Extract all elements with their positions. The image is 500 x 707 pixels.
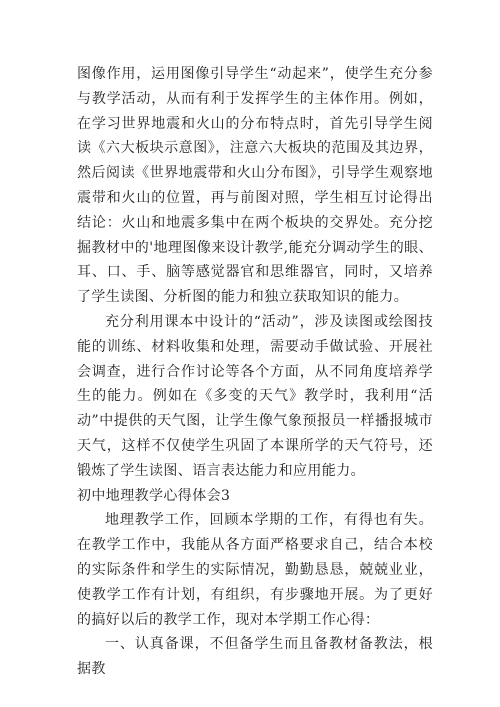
document-page xyxy=(77,62,433,682)
body-paragraph-3: 地理教学工作，回顾本学期的工作，有得也有失。在教学工作中，我能从各方面严格要求自己，结合本校的实际条件和学生的实际情况，勤勤恳恳，兢兢业业，使教学工作有计划，有组织，有步骤地开展。为了更好的搞好以后的教学工作，现对本学期工作心得： xyxy=(77,512,433,628)
section-heading: 初中地理教学心得体会3 xyxy=(77,487,231,504)
body-paragraph-2: 充分利用课本中设计的“活动”，涉及读图或绘图技能的训练、材料收集和处理，需要动手做试验、开展社会调查，进行合作讨论等各个方面，从不同角度培养学生的能力。例如在《多变的天气》教学时，我利用“活动”中提供的天气图，让学生像气象预报员一样播报城市天气，这样不仅使学生巩固了本课所学的天气符号，还锻炼了学生读图、语言表达能力和应用能力。 xyxy=(77,313,433,479)
body-paragraph-4: 一、认真备课，不但备学生而且备教材备教法，根据教 xyxy=(77,636,433,678)
body-paragraph-1: 图像作用，运用图像引导学生“动起来”，使学生充分参与教学活动，从而有利于发挥学生的主体作用。例如，在学习世界地震和火山的分布特点时，首先引导学生阅读《六大板块示意图》，注意六大板块的范围及其边界，然后阅读《世界地震带和火山分布图》，引导学生观察地震带和火山的位置，再与前图对照，学生相互讨论得出结论：火山和地震多集中在两个板块的交界处。充分挖掘教材中的'地理图像来设计教学,能充分调动学生的眼、耳、口、手、脑等感觉器官和思维器官，同时，又培养了学生读图、分析图的能力和独立获取知识的能力。 xyxy=(77,66,433,306)
